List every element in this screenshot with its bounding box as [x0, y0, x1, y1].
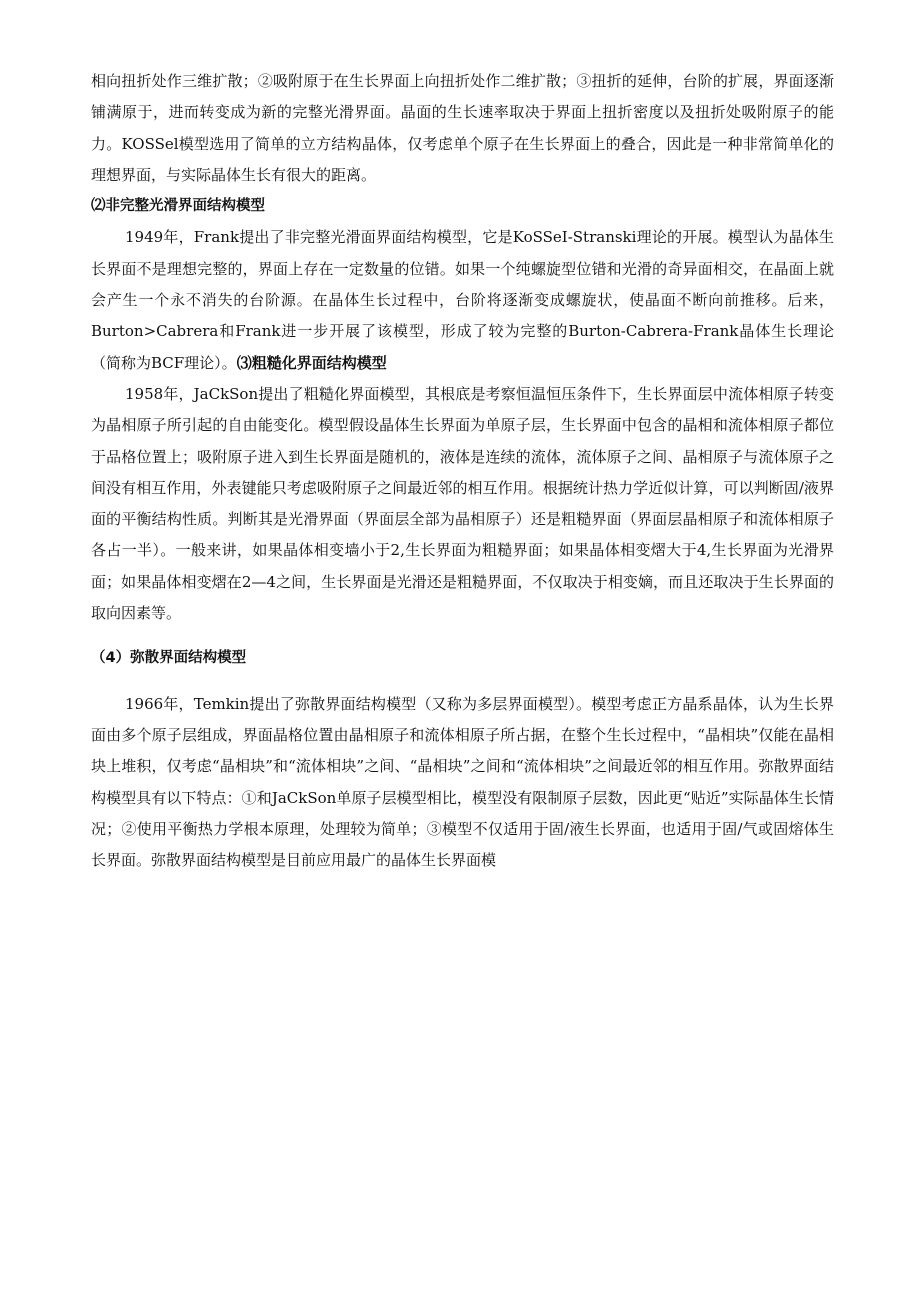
- heading-diffuse-interface-model: （4）弥散界面结构模型: [91, 650, 247, 667]
- paragraph-kossel-continued: 相向扭折处作三维扩散；②吸附原于在生长界面上向扭折处作二维扩散；③扭折的延伸，台阶的扩展，界面逐渐铺满原于，进而转变成为新的完整光滑界面。晶面的生长速率取决于界面上扭折密度以及扭折处吸附原子的能力。KOSSel模型选用了简单的立方结构晶体，仅考虑单个原子在生长界面上的叠合，因此是一种非常简单化的理想界面，与实际晶体生长有很大的距离。: [91, 72, 834, 184]
- paragraph-frank-model: [91, 222, 834, 378]
- spacer: [91, 675, 834, 689]
- heading-non-perfect-smooth-model: ⑵非完整光滑界面结构模型: [91, 198, 265, 215]
- paragraph-jackson-model: 1958年，JaCkSon提出了粗糙化界面模型，其根底是考察恒温恒压条件下，生长界面层中流体相原子转变为晶相原子所引起的自由能变化。模型假设晶体生长界面为单原子层，生长界面中包含的晶相和流体相原子都位于品格位置上；吸附原子进入到生长界面是随机的，液体是连续的流体，流体原子之间、晶相原子与流体原子之间没有相互作用，外表键能只考虑吸附原子之间最近邻的相互作用。根据统计热力学近似计算，可以判断固/液界面的平衡结构性质。判断其是光滑界面（界面层全部为晶相原子）还是粗糙界面（界面层晶相原子和流体相原子各占一半）。一般来讲，如果晶体相变墙小于2,生长界面为粗糙界面；如果晶体相变熠大于4,生长界面为光滑界面；如果晶体相变熠在2—4之间，生长界面是光滑还是粗糙界面，不仅取决于相变嫡，而且还取决于生长界面的取向因素等。: [91, 384, 834, 623]
- spacer: [91, 629, 834, 643]
- paragraph-frank-text: 1949年，Frank提出了非完整光滑面界面结构模型，它是KoSSeI-Stranski理论的开展。模型认为晶体生长界面不是理想完整的，界面上存在一定数量的位错。如果一个纯螺旋型位错和光滑的奇异面相交，在晶面上就会产生一个永不消失的台阶源。在晶体生长过程中，台阶将逐渐变成螺旋状，使晶面不断向前推移。后来，Burton>Cabrera和Frank进一步开展了该模型，形成了较为完整的Burton-Cabrera-Frank晶体生长理论（简称为BCF理论）。: [91, 228, 834, 372]
- heading-roughened-interface-model: ⑶粗糙化界面结构模型: [236, 353, 387, 372]
- paragraph-temkin-model: 1966年，Temkin提出了弥散界面结构模型（又称为多层界面模型）。模型考虑正方晶系晶体，认为生长界面由多个原子层组成，界面晶格位置由晶相原子和流体相原子所占据，在整个生长过程中，“晶相块”仅能在晶相块上堆积，仅考虑“晶相块”和“流体相块”之间、“晶相块”之间和“流体相块”之间最近邻的相互作用。弥散界面结构模型具有以下特点：①和JaCkSon单原子层模型相比，模型没有限制原子层数，因此更“贴近”实际晶体生长情况；②使用平衡热力学根本原理，处理较为简单；③模型不仅适用于固/液生长界面，也适用于固/气或固熔体生长界面。弥散界面结构模型是目前应用最广的晶体生长界面模: [91, 694, 834, 870]
